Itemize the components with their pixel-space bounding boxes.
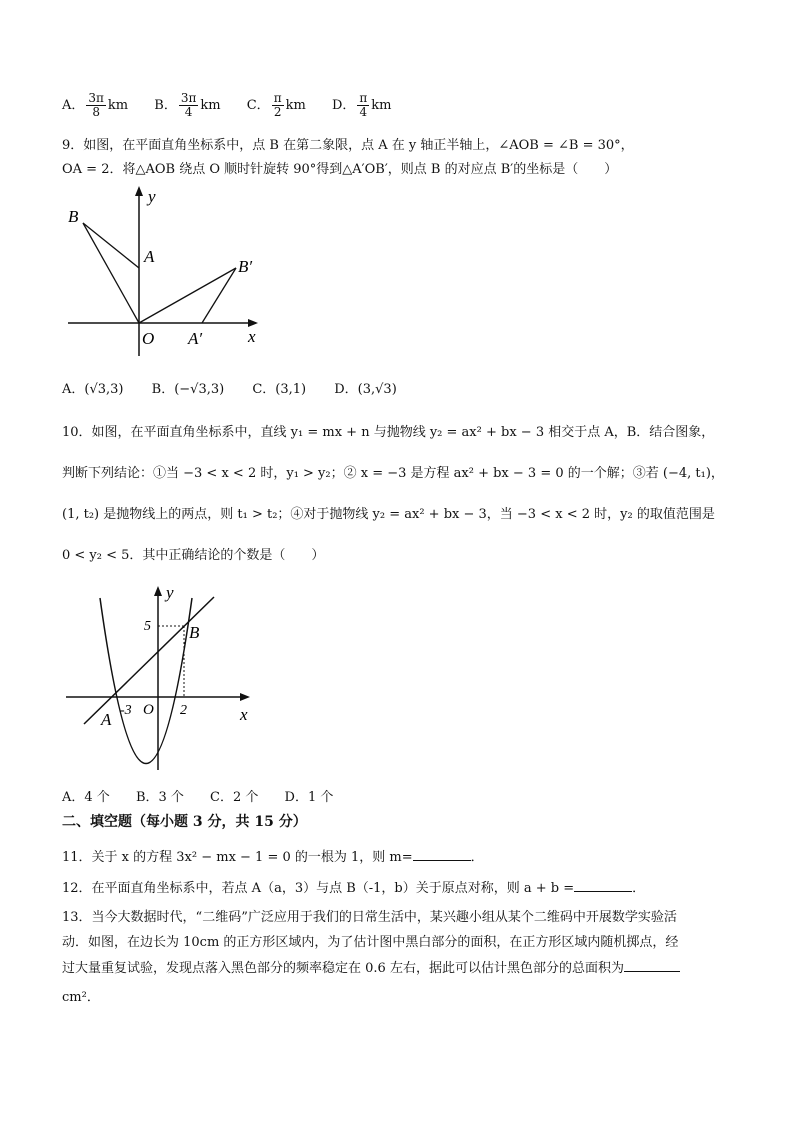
q8-option-a: A． $\frac{3\pi}{8}$ km xyxy=(62,91,129,119)
q9-option-c: C．(3,1) xyxy=(252,382,307,397)
q12-end: ． xyxy=(632,881,646,896)
q10-label-x: x xyxy=(240,705,248,724)
q9-label-o: O xyxy=(142,329,155,348)
q11-text: 11．关于 x 的方程 3x² − mx − 1 = 0 的一根为 1，则 m= xyxy=(62,850,413,865)
q10-option-c: C．2 个 xyxy=(210,790,259,805)
q10-text-line2: 判断下列结论：①当 −3 < x < 2 时，y₁ > y₂；② x = −3 是方程 ax² + bx − 3 = 0 的一个解；③若 (−4, t₁)， xyxy=(62,466,724,481)
q11 xyxy=(62,846,484,865)
q9-text-line1: 9．如图，在平面直角坐标系中，点 B 在第二象限，点 A 在 y 轴正半轴上，∠AOB = ∠B = 30°， xyxy=(62,138,634,153)
q10-figure xyxy=(62,580,262,780)
q10-label-b: B xyxy=(189,623,200,642)
q11-answer-blank[interactable] xyxy=(413,850,471,861)
q12-text: 12．在平面直角坐标系中，若点 A（a，3）与点 B（-1，b）关于原点对称，则 a + b = xyxy=(62,881,575,896)
q9-segment-ba xyxy=(83,223,139,268)
q10-options xyxy=(62,786,355,805)
q10-text-line1: 10．如图，在平面直角坐标系中，直线 y₁ = mx + n 与抛物线 y₂ = ax² + bx − 3 相交于点 A，B．结合图象， xyxy=(62,425,715,440)
q10-label-o: O xyxy=(143,702,154,718)
q9-segment-a-prime-b-prime xyxy=(202,268,236,323)
q10-label-2: 2 xyxy=(180,703,187,718)
q11-end: ． xyxy=(470,850,484,865)
q9-label-x: x xyxy=(248,327,256,346)
q9-label-b-prime: B′ xyxy=(238,257,253,276)
q10-label-neg3: -3 xyxy=(120,703,132,718)
q10-option-d: D．1 个 xyxy=(284,790,334,805)
q13-text-line2: 动．如图，在边长为 10cm 的正方形区域内，为了估计图中黑白部分的面积，在正方形区域内随机掷点，经 xyxy=(62,935,679,950)
q10-option-a: A．4 个 xyxy=(62,790,110,805)
q9-segment-ob-prime xyxy=(139,268,236,323)
q9-label-a-prime: A′ xyxy=(188,329,203,348)
q9-segment-bo xyxy=(83,223,139,323)
q10-text-line3: (1, t₂) 是抛物线上的两点，则 t₁ > t₂；④对于抛物线 y₂ = ax² + bx − 3，当 −3 < x < 2 时，y₂ 的取值范围是 xyxy=(62,507,715,522)
q10-label-5: 5 xyxy=(144,619,151,634)
q9-label-b: B xyxy=(68,207,79,226)
q12 xyxy=(62,877,645,896)
q8-option-c: C． $\frac{\pi}{2}$ km xyxy=(246,91,306,119)
q10-label-y: y xyxy=(166,583,174,602)
q9-text-line2: OA = 2．将△AOB 绕点 O 顺时针旋转 90°得到△A′OB′，则点 B 的对应点 B′的坐标是（ ） xyxy=(62,162,618,177)
q9-x-arrow xyxy=(248,319,258,327)
q10-y-arrow xyxy=(154,586,162,596)
q10-label-a: A xyxy=(101,710,112,729)
section-2-heading: 二、填空题（每小题 3 分，共 15 分） xyxy=(62,814,307,830)
q9-figure xyxy=(62,182,272,362)
q9-options xyxy=(62,378,419,397)
q9-y-arrow xyxy=(135,186,143,196)
q8-option-d: D． $\frac{\pi}{4}$ km xyxy=(331,91,392,119)
q13-text-line3 xyxy=(62,957,680,976)
q10-x-arrow xyxy=(240,693,250,701)
q8-option-b: B． $\frac{3\pi}{4}$ km xyxy=(154,91,221,119)
q13-text-line4: cm²． xyxy=(62,990,100,1005)
q13-text-line1: 13．当今大数据时代，“二维码”广泛应用于我们的日常生活中，某兴趣小组从某个二维码中开展数学实验活 xyxy=(62,910,677,925)
q9-label-y: y xyxy=(148,187,156,206)
q10-option-b: B．3 个 xyxy=(135,790,184,805)
q9-label-a: A xyxy=(144,247,155,266)
q9-option-d: D．(3,√3) xyxy=(334,382,397,397)
q13-line3-text: 过大量重复试验，发现点落入黑色部分的频率稳定在 0.6 左右，据此可以估计黑色部分的总面积为 xyxy=(62,961,624,976)
q10-text-line4: 0 < y₂ < 5．其中正确结论的个数是（ ） xyxy=(62,548,325,563)
q13-answer-blank[interactable] xyxy=(624,961,680,972)
q9-option-b: B．(−√3,3) xyxy=(151,382,225,397)
q12-answer-blank[interactable] xyxy=(574,881,632,892)
q9-option-a: A．(√3,3) xyxy=(62,382,124,397)
q8-options xyxy=(62,92,413,119)
